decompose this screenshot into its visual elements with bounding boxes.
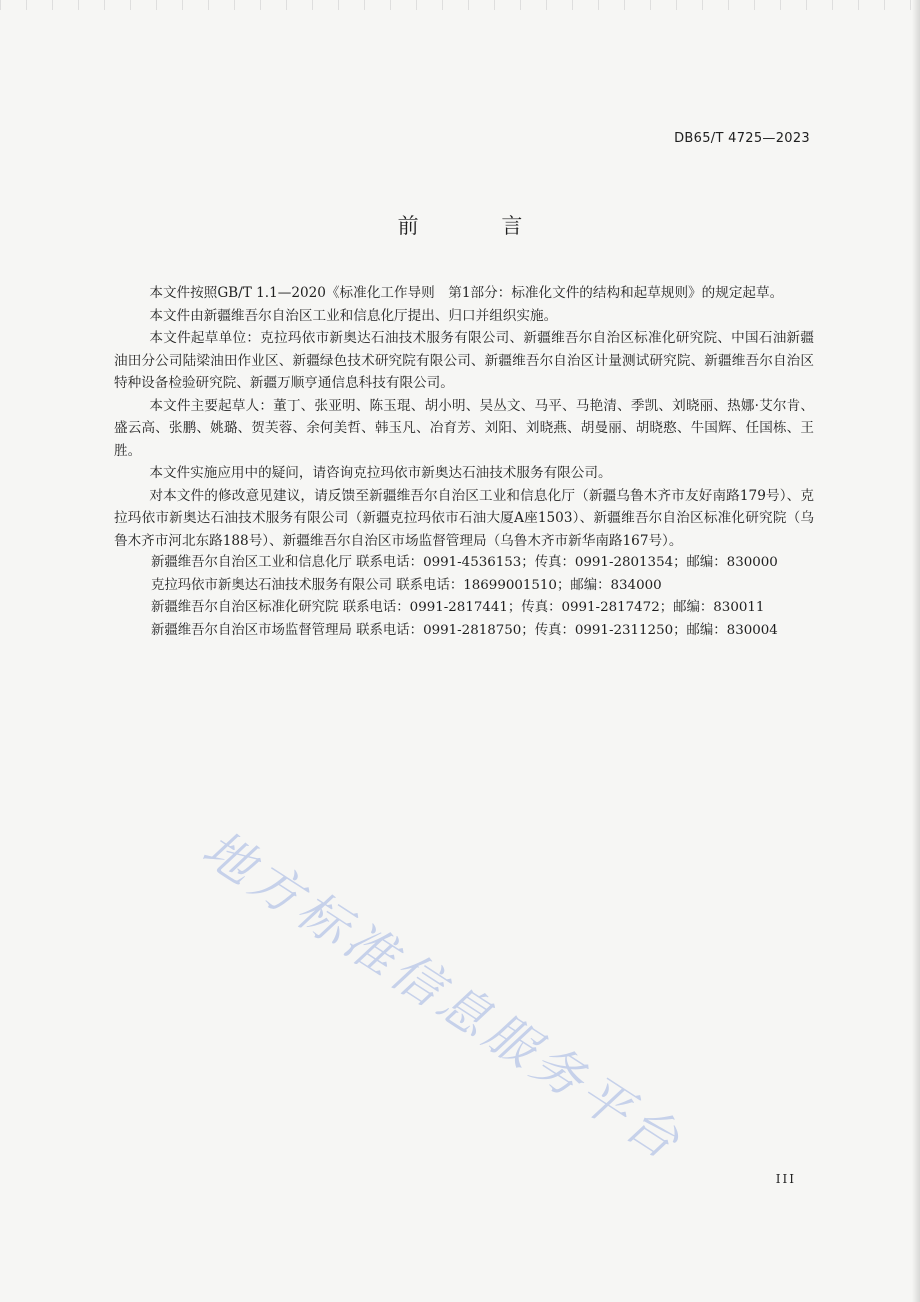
contact-line: 新疆维吾尔自治区标准化研究院 联系电话：0991-2817441；传真：0991-2817472；邮编：830011 [151,600,765,615]
paragraph-drafting-units: 本文件起草单位：克拉玛依市新奥达石油技术服务有限公司、新疆维吾尔自治区标准化研究院、中国石油新疆油田分公司陆梁油田作业区、新疆绿色技术研究院有限公司、新疆维吾尔自治区计量测试研究院、新疆维吾尔自治区特种设备检验研究院、新疆万顺亨通信息科技有限公司。 [114,330,814,391]
scan-border-right [912,0,920,1302]
foreword-body [114,282,814,642]
watermark-text: 地方标准信息服务平台 [192,819,694,1173]
paragraph-drafting-rules: 本文件按照GB/T 1.1—2020《标准化工作导则 第1部分：标准化文件的结构和起草规则》的规定起草。 [149,285,784,301]
paragraph-proposer: 本文件由新疆维吾尔自治区工业和信息化厅提出、归口并组织实施。 [149,307,558,324]
paragraph-inquiry: 本文件实施应用中的疑问，请咨询克拉玛依市新奥达石油技术服务有限公司。 [149,465,612,481]
contact-line: 新疆维吾尔自治区市场监督管理局 联系电话：0991-2818750；传真：0991-2311250；邮编：830004 [151,622,778,638]
document-code: DB65/T 4725—2023 [674,131,810,146]
contact-line: 克拉玛依市新奥达石油技术服务有限公司 联系电话：18699001510；邮编：834000 [151,577,662,593]
paragraph-feedback: 对本文件的修改意见建议，请反馈至新疆维吾尔自治区工业和信息化厅（新疆乌鲁木齐市友好南路179号）、克拉玛依市新奥达石油技术服务有限公司（新疆克拉玛依市石油大厦A座1503）、新疆维吾尔自治区标准化研究院（乌鲁木齐市河北东路188号）、新疆维吾尔自治区市场监督管理局（乌鲁木齐市新华南路167号）。 [114,487,814,549]
contact-line: 新疆维吾尔自治区工业和信息化厅 联系电话：0991-4536153；传真：0991-2801354；邮编：830000 [151,555,778,570]
page-title: 前 言 [397,214,561,238]
page-number: III [775,1172,796,1186]
paragraph-drafters: 本文件主要起草人：董丁、张亚明、陈玉琨、胡小明、吴丛文、马平、马艳清、季凯、刘晓丽、热娜·艾尔肯、盛云高、张鹏、姚璐、贺芙蓉、余何美哲、韩玉凡、冶育芳、刘阳、刘晓燕、胡曼丽、胡晓憨、牛国辉、任国栋、王胜。 [114,397,814,459]
scan-border-top [0,0,920,10]
